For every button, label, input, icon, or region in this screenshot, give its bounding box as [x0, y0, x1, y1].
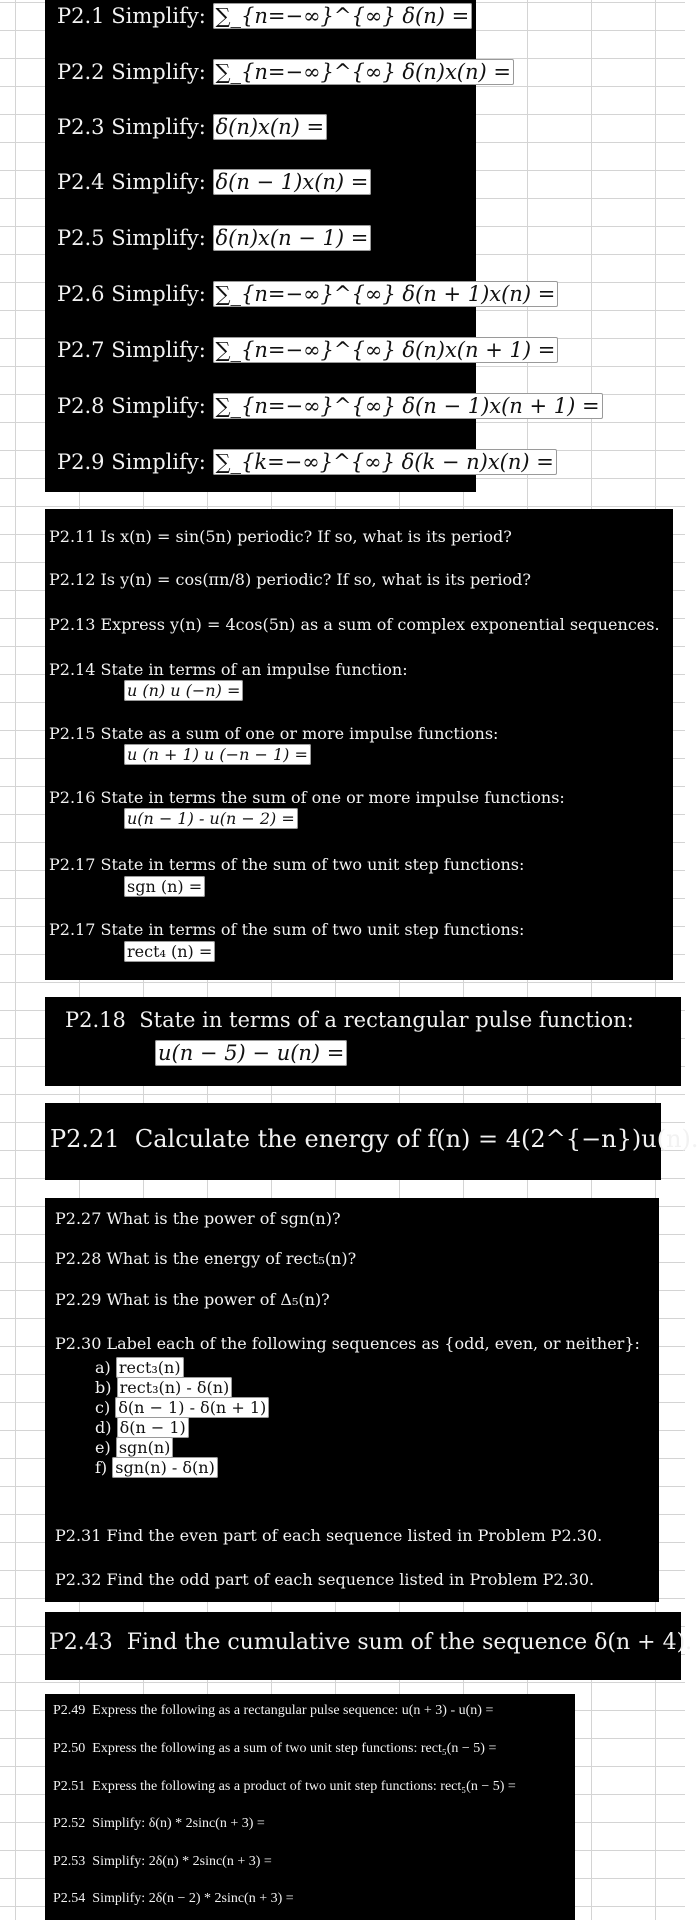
problem-id: P2.5 [57, 226, 105, 250]
problem-id: P2.54 [53, 1891, 86, 1906]
problem-text: State in terms of the sum of two unit step functions: [100, 855, 525, 874]
problem-prefix: Simplify: [111, 4, 213, 28]
problem-row [49, 724, 673, 743]
problem-id: P2.1 [57, 4, 105, 28]
problem-id: P2.9 [57, 450, 105, 474]
problem-id: P2.50 [53, 1741, 86, 1756]
problem-text: What is the energy of rect₅(n)? [106, 1249, 357, 1268]
problem-row [49, 660, 673, 679]
math-expression: u(n − 1) - u(n − 2) = [124, 808, 298, 829]
problem-row [49, 1630, 693, 1655]
problem-card-periodic-impulse [45, 509, 673, 980]
problem-id: P2.16 [49, 788, 96, 807]
sub-item [95, 1458, 659, 1477]
problem-text: Find the cumulative sum of the sequence δ(n + 4). [126, 1630, 693, 1655]
problem-id: P2.43 [49, 1630, 113, 1655]
problem-id: P2.21 [50, 1125, 120, 1153]
problem-card-energy [45, 1103, 699, 1180]
math-expression: δ(n)x(n − 1) = [213, 225, 372, 251]
problem-id: P2.32 [55, 1570, 102, 1589]
math-expression: δ(n)x(n) = [213, 114, 328, 140]
problem-id: P2.49 [53, 1703, 86, 1718]
problem-id: P2.17 [49, 920, 96, 939]
problem-id: P2.27 [55, 1209, 102, 1228]
problem-row [49, 788, 673, 807]
problem-card-cumulative-sum [45, 1612, 693, 1680]
problem-text: Find the odd part of each sequence listed in Problem P2.30. [106, 1570, 595, 1589]
problem-prefix: Simplify: [111, 226, 213, 250]
problem-prefix: Simplify: [111, 394, 213, 418]
sub-item [95, 1378, 659, 1397]
problem-text: What is the power of sgn(n)? [106, 1209, 341, 1228]
problem-row [55, 1209, 659, 1228]
sub-item-label: e) [95, 1438, 111, 1457]
problem-id: P2.28 [55, 1249, 102, 1268]
problem-id: P2.8 [57, 394, 105, 418]
problem-row [65, 1008, 681, 1032]
problem-id: P2.30 [55, 1334, 102, 1353]
problem-row [49, 855, 673, 874]
problem-row [57, 394, 600, 418]
problem-text: Simplify: 2δ(n) * 2sinc(n + 3) = [92, 1854, 272, 1869]
math-expression: ∑_{n=−∞}^{∞} δ(n) = [213, 3, 473, 29]
problem-id: P2.29 [55, 1290, 102, 1309]
problem-card-power-energy [45, 1198, 659, 1602]
problem-text: Find the even part of each sequence listed in Problem P2.30. [106, 1526, 603, 1545]
problem-expression-row [49, 681, 673, 700]
problem-text: What is the power of Δ₅(n)? [106, 1290, 330, 1309]
math-expression: ∑_{n=−∞}^{∞} δ(n + 1)x(n) = [213, 281, 559, 307]
math-expression: ∑_{n=−∞}^{∞} δ(n − 1)x(n + 1) = [213, 393, 603, 419]
problem-text: Calculate the energy of f(n) = 4(2^{−n})u(n). [134, 1125, 699, 1153]
problem-row [53, 1891, 575, 1907]
math-expression: u(n − 5) − u(n) = [155, 1040, 347, 1066]
problem-text: Simplify: δ(n) * 2sinc(n + 3) = [92, 1816, 265, 1831]
math-expression: u (n + 1) u (−n − 1) = [124, 744, 311, 765]
problem-row [50, 1125, 699, 1153]
math-expression: δ(n − 1) [117, 1417, 189, 1438]
problem-id: P2.52 [53, 1816, 86, 1831]
problem-id: P2.2 [57, 60, 105, 84]
problem-text: State in terms the sum of one or more impulse functions: [100, 788, 565, 807]
problem-id: P2.17 [49, 855, 96, 874]
problem-id: P2.6 [57, 282, 105, 306]
problem-expression-row [49, 809, 673, 828]
problem-expression-row [49, 877, 673, 896]
sub-item [95, 1358, 659, 1377]
problem-row [55, 1290, 659, 1309]
problem-id: P2.53 [53, 1854, 86, 1869]
problem-row [57, 450, 554, 474]
problem-text: State in terms of a rectangular pulse function: [139, 1008, 634, 1032]
problem-row [57, 170, 476, 194]
problem-expression-row [49, 942, 673, 961]
problem-id: P2.14 [49, 660, 96, 679]
math-expression: δ(n − 1) - δ(n + 1) [115, 1397, 269, 1418]
problem-text: Is x(n) = sin(5n) periodic? If so, what is its period? [100, 527, 512, 546]
problem-id: P2.15 [49, 724, 96, 743]
problem-prefix: Simplify: [111, 338, 213, 362]
problem-card-sequences [45, 1694, 575, 1920]
problem-id: P2.11 [49, 527, 96, 546]
problem-prefix: Simplify: [111, 282, 213, 306]
problem-text: Label each of the following sequences as {odd, even, or neither}: [106, 1334, 640, 1353]
sub-item-label: a) [95, 1358, 111, 1377]
problem-text: State in terms of the sum of two unit step functions: [100, 920, 525, 939]
problem-id: P2.51 [53, 1779, 86, 1794]
problem-row [57, 4, 476, 28]
problem-text: Simplify: 2δ(n − 2) * 2sinc(n + 3) = [92, 1891, 294, 1906]
problem-id: P2.12 [49, 570, 96, 589]
problem-row [55, 1526, 659, 1545]
problem-row [49, 920, 673, 939]
math-expression: rect₄ (n) = [124, 941, 215, 962]
math-expression: u (n) u (−n) = [124, 680, 243, 701]
math-expression: ∑_{n=−∞}^{∞} δ(n)x(n) = [213, 59, 515, 85]
problem-row [53, 1703, 575, 1719]
problem-row [53, 1816, 575, 1832]
problem-id: P2.18 [65, 1008, 126, 1032]
problem-row [57, 282, 556, 306]
math-expression: rect₃(n) - δ(n) [117, 1377, 233, 1398]
problem-text: Express the following as a rectangular pulse sequence: u(n + 3) - u(n) = [92, 1703, 494, 1718]
problem-row [49, 615, 673, 634]
problem-id: P2.13 [49, 615, 96, 634]
problem-id: P2.7 [57, 338, 105, 362]
problem-row [53, 1779, 575, 1795]
problem-row [55, 1249, 659, 1268]
math-expression: δ(n − 1)x(n) = [213, 169, 372, 195]
problem-prefix: Simplify: [111, 450, 213, 474]
problem-text: Express y(n) = 4cos(5n) as a sum of complex exponential sequences. [100, 615, 660, 634]
math-expression: ∑_{n=−∞}^{∞} δ(n)x(n + 1) = [213, 337, 559, 363]
problem-row [53, 1741, 575, 1757]
math-expression: sgn(n) [116, 1437, 174, 1458]
problem-row [55, 1334, 659, 1353]
problem-row [57, 115, 476, 139]
problem-prefix: Simplify: [111, 170, 213, 194]
problem-row [49, 570, 673, 589]
problem-row [49, 527, 673, 546]
problem-expression-row [155, 1041, 681, 1065]
math-expression: rect₃(n) [116, 1357, 184, 1378]
problem-text: Express the following as a product of two unit step functions: rect₅(n − 5) = [92, 1779, 516, 1794]
sub-item [95, 1438, 659, 1457]
sub-item-label: b) [95, 1378, 112, 1397]
problem-text: State in terms of an impulse function: [100, 660, 408, 679]
problem-id: P2.31 [55, 1526, 102, 1545]
sub-item-label: d) [95, 1418, 112, 1437]
problem-id: P2.3 [57, 115, 105, 139]
problem-row [57, 226, 476, 250]
math-expression: sgn(n) - δ(n) [112, 1457, 218, 1478]
problem-expression-row [49, 745, 673, 764]
problem-row [53, 1854, 575, 1870]
problem-row [57, 338, 556, 362]
problem-prefix: Simplify: [111, 60, 213, 84]
problem-prefix: Simplify: [111, 115, 213, 139]
problem-text: Is y(n) = cos(πn/8) periodic? If so, what is its period? [100, 570, 531, 589]
problem-text: State as a sum of one or more impulse functions: [100, 724, 499, 743]
math-expression: sgn (n) = [124, 876, 205, 897]
math-expression: ∑_{k=−∞}^{∞} δ(k − n)x(n) = [213, 449, 557, 475]
sub-item-label: f) [95, 1458, 108, 1477]
sub-item [95, 1418, 659, 1437]
problem-row [57, 60, 511, 84]
problem-card-simplify [45, 0, 600, 492]
sub-item-label: c) [95, 1398, 111, 1417]
problem-card-rect-pulse [45, 997, 681, 1086]
problem-id: P2.4 [57, 170, 105, 194]
problem-text: Express the following as a sum of two unit step functions: rect₅(n − 5) = [92, 1741, 497, 1756]
problem-row [55, 1570, 659, 1589]
sub-item [95, 1398, 659, 1417]
